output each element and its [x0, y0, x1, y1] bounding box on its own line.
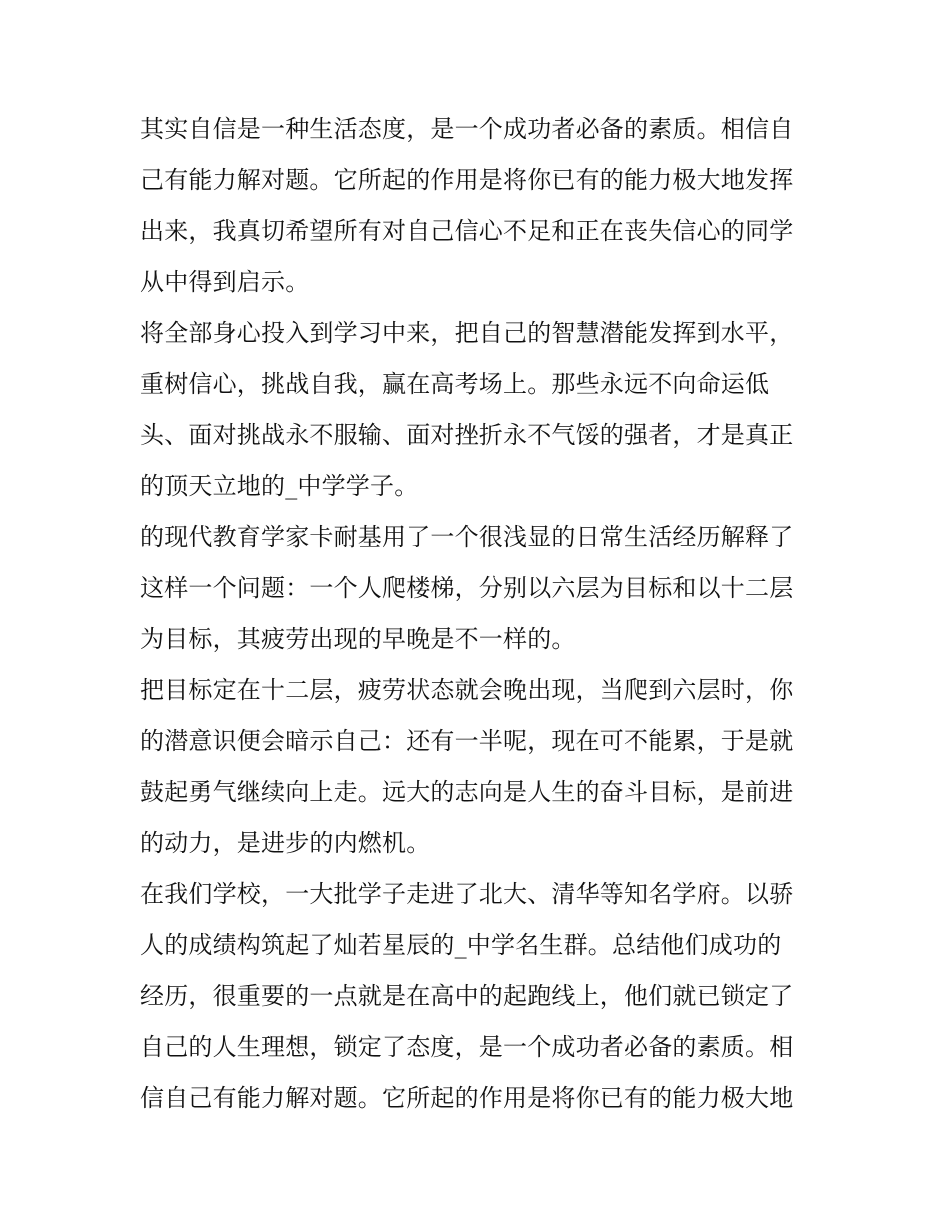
text-line: 将全部身心投入到学习中来，把自己的智慧潜能发挥到水平， [140, 319, 794, 347]
text-line: 鼓起勇气继续向上走。远大的志向是人生的奋斗目标，是前进 [140, 778, 794, 806]
text-line: 其实自信是一种生活态度，是一个成功者必备的素质。相信自 [140, 115, 794, 143]
text-line: 为目标，其疲劳出现的早晚是不一样的。 [140, 625, 576, 653]
document-body [140, 104, 812, 1124]
text-line: 头、面对挑战永不服输、面对挫折永不气馁的强者，才是真正 [140, 421, 794, 449]
text-line: 的顶天立地的_中学学子。 [140, 472, 419, 500]
text-line: 人的成绩构筑起了灿若星辰的_中学名生群。总结他们成功的 [140, 931, 782, 959]
text-line: 从中得到启示。 [140, 268, 310, 296]
text-line: 的动力，是进步的内燃机。 [140, 829, 431, 857]
text-line: 把目标定在十二层，疲劳状态就会晚出现，当爬到六层时，你 [140, 676, 794, 704]
text-line: 自己的人生理想，锁定了态度，是一个成功者必备的素质。相 [140, 1033, 794, 1061]
text-line: 的潜意识便会暗示自己：还有一半呢，现在可不能累，于是就 [140, 727, 794, 755]
text-line: 经历，很重要的一点就是在高中的起跑线上，他们就已锁定了 [140, 982, 794, 1010]
text-line: 出来，我真切希望所有对自己信心不足和正在丧失信心的同学 [140, 217, 794, 245]
text-line: 这样一个问题：一个人爬楼梯，分别以六层为目标和以十二层 [140, 574, 794, 602]
text-line: 的现代教育学家卡耐基用了一个很浅显的日常生活经历解释了 [140, 523, 794, 551]
text-line: 己有能力解对题。它所起的作用是将你已有的能力极大地发挥 [140, 166, 794, 194]
text-line: 重树信心，挑战自我，赢在高考场上。那些永远不向命运低 [140, 370, 770, 398]
text-line: 在我们学校，一大批学子走进了北大、清华等知名学府。以骄 [140, 880, 794, 908]
text-line: 信自己有能力解对题。它所起的作用是将你已有的能力极大地 [140, 1084, 794, 1112]
